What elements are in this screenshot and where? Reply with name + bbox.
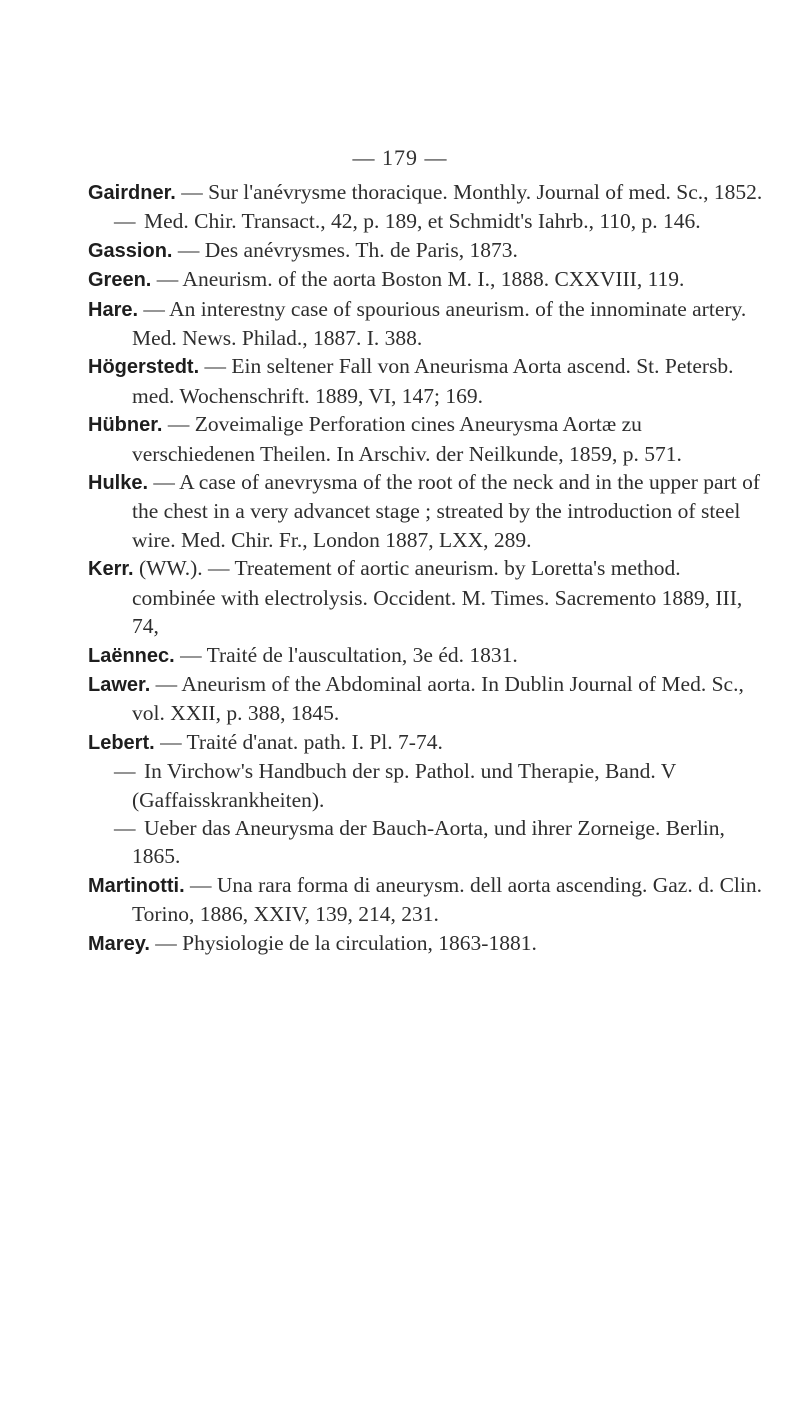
- entry-author: Hulke.: [88, 472, 149, 495]
- entry-author: Gairdner.: [88, 182, 176, 204]
- entry-text: (WW.). — Treatement of aortic aneurism. by Loretta's method. combinée with electrolysis. Occident. M. Times. Sacremento 1889, III, 74,: [132, 556, 743, 639]
- bibliography-entry: [88, 728, 768, 757]
- entry-author: Laënnec.: [88, 644, 175, 667]
- entry-text: — Aneurism. of the aorta Boston M. I., 1888. CXXVIII, 119.: [151, 267, 685, 292]
- bibliography-entry: [88, 178, 768, 207]
- bibliography-entry: [88, 207, 768, 235]
- entry-author: Lawer.: [88, 673, 151, 696]
- entry-text: — Sur l'anévrysme thoracique. Monthly. Journal of med. Sc., 1852.: [175, 180, 763, 204]
- bibliography-entry: [88, 352, 768, 410]
- entry-text: — A case of anevrysma of the root of the neck and in the upper part of the chest in a very advancet stage ; streated by the introduction of steel wire. Med. Chir. Fr., London 1887, LXX, 289.: [132, 470, 760, 552]
- entry-text: — An interestny case of spourious aneurism. of the innominate artery. Med. News. Philad., 1887. I. 388.: [132, 296, 747, 351]
- entry-text: Med. Chir. Transact., 42, p. 189, et Schmidt's Iahrb., 110, p. 146.: [144, 209, 701, 234]
- entry-text: — Physiologie de la circulation, 1863-1881.: [149, 930, 537, 955]
- entry-author: Green.: [88, 269, 152, 292]
- entry-author: Hübner.: [88, 414, 163, 437]
- entry-text: — Traité de l'auscultation, 3e éd. 1831.: [174, 642, 518, 667]
- bibliography-entry: [88, 871, 768, 929]
- bibliography-entry: [88, 641, 768, 670]
- entry-text: In Virchow's Handbuch der sp. Pathol. und Therapie, Band. V (Gaffaisskrankheiten).: [132, 759, 676, 812]
- entry-author: Martinotti.: [88, 874, 185, 897]
- entry-author: Hare.: [88, 298, 139, 321]
- continuation-dash: —: [114, 209, 136, 234]
- bibliography-entry: [88, 929, 768, 958]
- entry-author: Gassion.: [88, 239, 173, 262]
- bibliography-entry: [88, 410, 768, 468]
- entry-author: Kerr.: [88, 558, 134, 581]
- bibliography-list: [88, 178, 768, 958]
- bibliography-entry: [88, 757, 768, 814]
- bibliography-entry: [88, 236, 768, 265]
- bibliography-entry: [88, 814, 768, 871]
- entry-author: Lebert.: [88, 731, 155, 754]
- entry-author: Högerstedt.: [88, 356, 200, 379]
- continuation-dash: —: [114, 759, 136, 784]
- bibliography-entry: [88, 265, 768, 294]
- bibliography-entry: [88, 468, 768, 554]
- entry-text: — Traité d'anat. path. I. Pl. 7-74.: [154, 729, 443, 754]
- entry-text: — Ein seltener Fall von Aneurisma Aorta ascend. St. Petersb. med. Wochenschrift. 1889, VI, 147; 169.: [132, 354, 734, 408]
- bibliography-entry: [88, 670, 768, 728]
- continuation-dash: —: [114, 815, 136, 840]
- entry-text: — Aneurism of the Abdominal aorta. In Dublin Journal of Med. Sc., vol. XXII, p. 388, 1845.: [132, 671, 744, 726]
- bibliography-entry: [88, 554, 768, 640]
- entry-text: — Zoveimalige Perforation cines Aneurysma Aortæ zu verschiedenen Theilen. In Arschiv. der Neilkunde, 1859, p. 571.: [132, 412, 682, 466]
- entry-text: — Una rara forma di aneurysm. dell aorta ascending. Gaz. d. Clin. Torino, 1886, XXIV, 139, 214, 231.: [132, 872, 762, 927]
- entry-author: Marey.: [88, 932, 150, 955]
- bibliography-entry: [88, 295, 768, 353]
- page-number: — 179 —: [352, 145, 448, 170]
- entry-text: — Des anévrysmes. Th. de Paris, 1873.: [172, 237, 518, 262]
- entry-text: Ueber das Aneurysma der Bauch-Aorta, und ihrer Zorneige. Berlin, 1865.: [132, 815, 725, 869]
